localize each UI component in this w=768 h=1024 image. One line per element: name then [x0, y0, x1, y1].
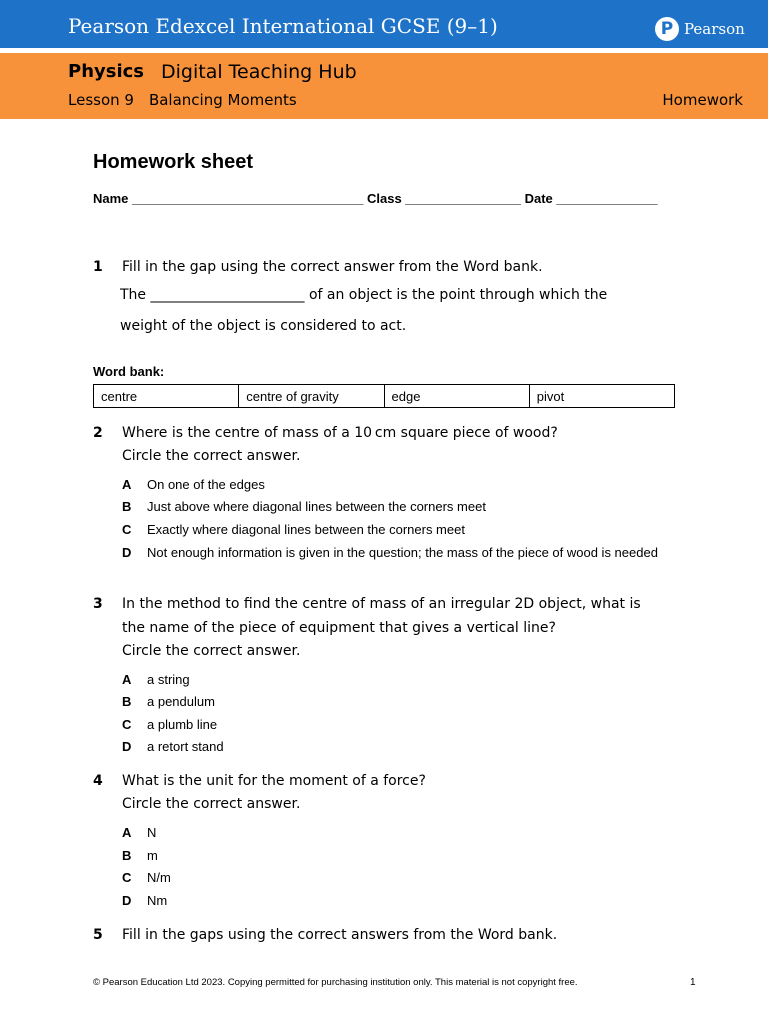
question-1-text: Fill in the gap using the correct answer from the Word bank.: [122, 259, 543, 275]
question-4-option-a[interactable]: [122, 824, 662, 841]
question-5-number: 5: [93, 927, 103, 943]
word-bank-cell: pivot: [536, 389, 565, 404]
option-text: a retort stand: [147, 739, 224, 754]
option-letter: A: [122, 672, 132, 687]
option-letter: D: [122, 545, 132, 560]
word-bank-label: Word bank:: [93, 364, 165, 379]
question-3-instruction: Circle the correct answer.: [122, 643, 301, 659]
subject-name: Physics: [68, 61, 145, 82]
hub-name: Digital Teaching Hub: [161, 61, 357, 83]
question-1-sentence-line-1: The ______________________ of an object is the point through which the: [120, 287, 608, 303]
word-bank-table: [93, 384, 675, 408]
name-class-date-line: Name ________________________________ Class ________________ Date ______________: [93, 191, 658, 206]
option-letter: A: [122, 825, 132, 840]
option-text: Exactly where diagonal lines between the corners meet: [147, 522, 465, 537]
question-3-text-line-2: the name of the piece of equipment that gives a vertical line?: [122, 620, 556, 636]
option-letter: A: [122, 477, 132, 492]
option-letter: C: [122, 870, 132, 885]
copyright-footer: © Pearson Education Ltd 2023. Copying permitted for purchasing institution only. This material is not copyright free.: [93, 977, 578, 988]
subject-banner: [0, 53, 768, 119]
option-letter: C: [122, 717, 132, 732]
pearson-logo-letter: P: [660, 19, 674, 39]
option-text: N: [147, 825, 157, 840]
question-3-option-c[interactable]: [122, 716, 662, 733]
question-2-option-b[interactable]: [122, 498, 662, 515]
question-2-text: Where is the centre of mass of a 10 cm square piece of wood?: [122, 425, 558, 441]
option-letter: B: [122, 694, 132, 709]
option-text: m: [147, 848, 158, 863]
option-text: a string: [147, 672, 190, 687]
question-2-number: 2: [93, 425, 103, 441]
word-bank-cell: centre of gravity: [239, 385, 384, 407]
question-1-sentence-line-2: weight of the object is considered to act.: [120, 318, 407, 334]
question-3-text-line-1: In the method to find the centre of mass of an irregular 2D object, what is: [122, 596, 641, 612]
question-3-option-d[interactable]: [122, 738, 662, 755]
question-4-option-b[interactable]: [122, 847, 662, 864]
lesson-title: Lesson 9 Balancing Moments: [68, 91, 297, 109]
option-text: a pendulum: [147, 694, 215, 709]
question-2-option-a[interactable]: [122, 476, 662, 493]
option-text: Not enough information is given in the question; the mass of the piece of wood is needed: [147, 545, 658, 560]
question-5-text: Fill in the gaps using the correct answers from the Word bank.: [122, 927, 558, 943]
option-letter: C: [122, 522, 132, 537]
pearson-logo-icon: [655, 17, 679, 41]
question-4-text: What is the unit for the moment of a force?: [122, 773, 426, 789]
question-1-number: 1: [93, 259, 103, 275]
option-letter: B: [122, 499, 132, 514]
question-4-instruction: Circle the correct answer.: [122, 796, 301, 812]
option-text: N/m: [147, 870, 171, 885]
question-3-number: 3: [93, 596, 103, 612]
question-2-option-c[interactable]: [122, 521, 662, 538]
option-letter: B: [122, 848, 132, 863]
question-2-instruction: Circle the correct answer.: [122, 448, 301, 464]
option-text: On one of the edges: [147, 477, 265, 492]
question-3-option-a[interactable]: [122, 671, 662, 688]
question-2-option-d[interactable]: [122, 544, 662, 561]
question-4-option-d[interactable]: [122, 892, 662, 909]
qualification-title: Pearson Edexcel International GCSE (9–1): [68, 14, 498, 38]
option-letter: D: [122, 739, 132, 754]
page-number: 1: [690, 977, 696, 988]
option-text: Just above where diagonal lines between the corners meet: [147, 499, 486, 514]
homework-label: Homework: [662, 91, 743, 109]
option-letter: D: [122, 893, 132, 908]
top-banner: [0, 0, 768, 48]
option-text: a plumb line: [147, 717, 218, 732]
question-4-option-c[interactable]: [122, 869, 662, 886]
question-4-number: 4: [93, 773, 103, 789]
option-text: Nm: [147, 893, 168, 908]
pearson-logo-text: Pearson: [684, 20, 745, 38]
word-bank-cell: centre: [94, 385, 239, 407]
question-3-option-b[interactable]: [122, 693, 662, 710]
word-bank-cell: edge: [385, 385, 530, 407]
sheet-title: Homework sheet: [93, 151, 254, 173]
